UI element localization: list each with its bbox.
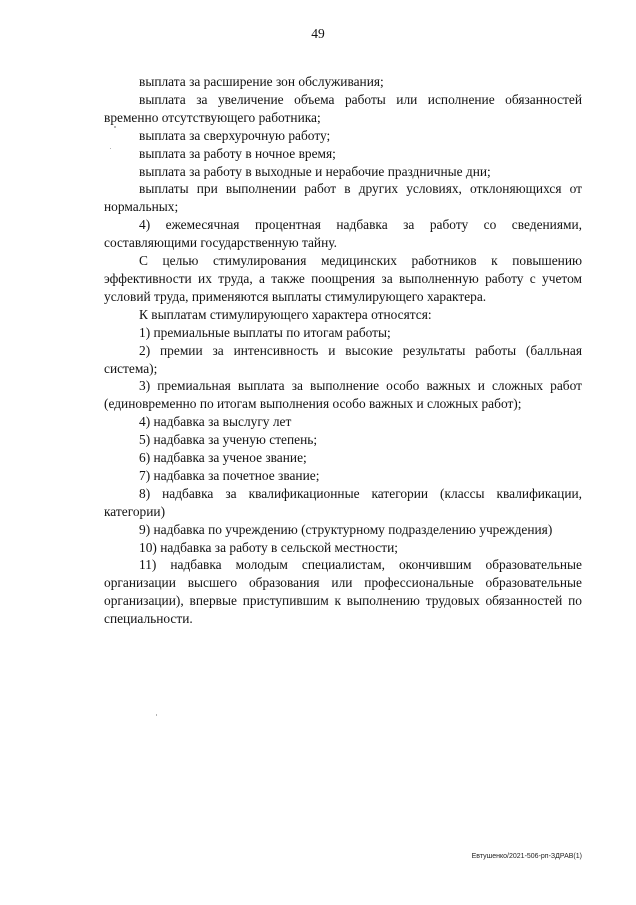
paragraph-20: 11) надбавка молодым специалистам, окончившим образовательные организации высшего образования или профессиональные образовательные организации), впервые приступившим к выполнению трудовых обязанностей по специальности. <box>104 557 582 627</box>
page-number: 49 <box>311 26 325 41</box>
paragraph-6: выплаты при выполнении работ в других условиях, отклоняющихся от нормальных; <box>104 181 582 215</box>
document-footer-code: Евтушенко/2021-506-рп-ЗДРАВ(1) <box>471 853 582 860</box>
paragraph-10: 1) премиальные выплаты по итогам работы; <box>139 324 391 340</box>
paragraph-2: выплата за увеличение объема работы или исполнение обязанностей временно отсутствующего работника; <box>104 91 582 125</box>
paragraph-18: 9) надбавка по учреждению (структурному подразделению учреждения) <box>139 521 553 537</box>
scan-speck <box>156 714 157 716</box>
paragraph-1: выплата за расширение зон обслуживания; <box>139 74 384 89</box>
paragraph-14: 5) надбавка за ученую степень; <box>139 432 318 448</box>
scan-speck <box>110 148 111 149</box>
scan-speck <box>114 126 116 128</box>
paragraph-17: 8) надбавка за квалификационные категории (классы квалификации, категории) <box>104 485 582 519</box>
paragraph-16: 7) надбавка за почетное звание; <box>139 467 320 483</box>
paragraph-9: К выплатам стимулирующего характера относятся: <box>139 306 432 322</box>
paragraph-7: 4) ежемесячная процентная надбавка за работу со сведениями, составляющими государственную тайну. <box>104 217 582 251</box>
paragraph-8: С целью стимулирования медицинских работников к повышению эффективности их труда, а также поощрения за выполненную работу с учетом условий труда, применяются выплаты стимулирующего характера. <box>104 253 582 304</box>
paragraph-5: выплата за работу в выходные и нерабочие праздничные дни; <box>139 163 491 179</box>
paragraph-3: выплата за сверхурочную работу; <box>139 127 331 143</box>
paragraph-12: 3) премиальная выплата за выполнение особо важных и сложных работ (единовременно по итогам выполнения особо важных и сложных работ); <box>104 378 582 412</box>
paragraph-11: 2) премии за интенсивность и высокие результаты работы (балльная система); <box>104 342 582 376</box>
paragraph-4: выплата за работу в ночное время; <box>139 145 336 161</box>
paragraph-19: 10) надбавка за работу в сельской местности; <box>139 539 398 555</box>
body-text <box>104 73 582 628</box>
paragraph-15: 6) надбавка за ученое звание; <box>139 450 307 466</box>
paragraph-13: 4) надбавка за выслугу лет <box>139 414 292 430</box>
